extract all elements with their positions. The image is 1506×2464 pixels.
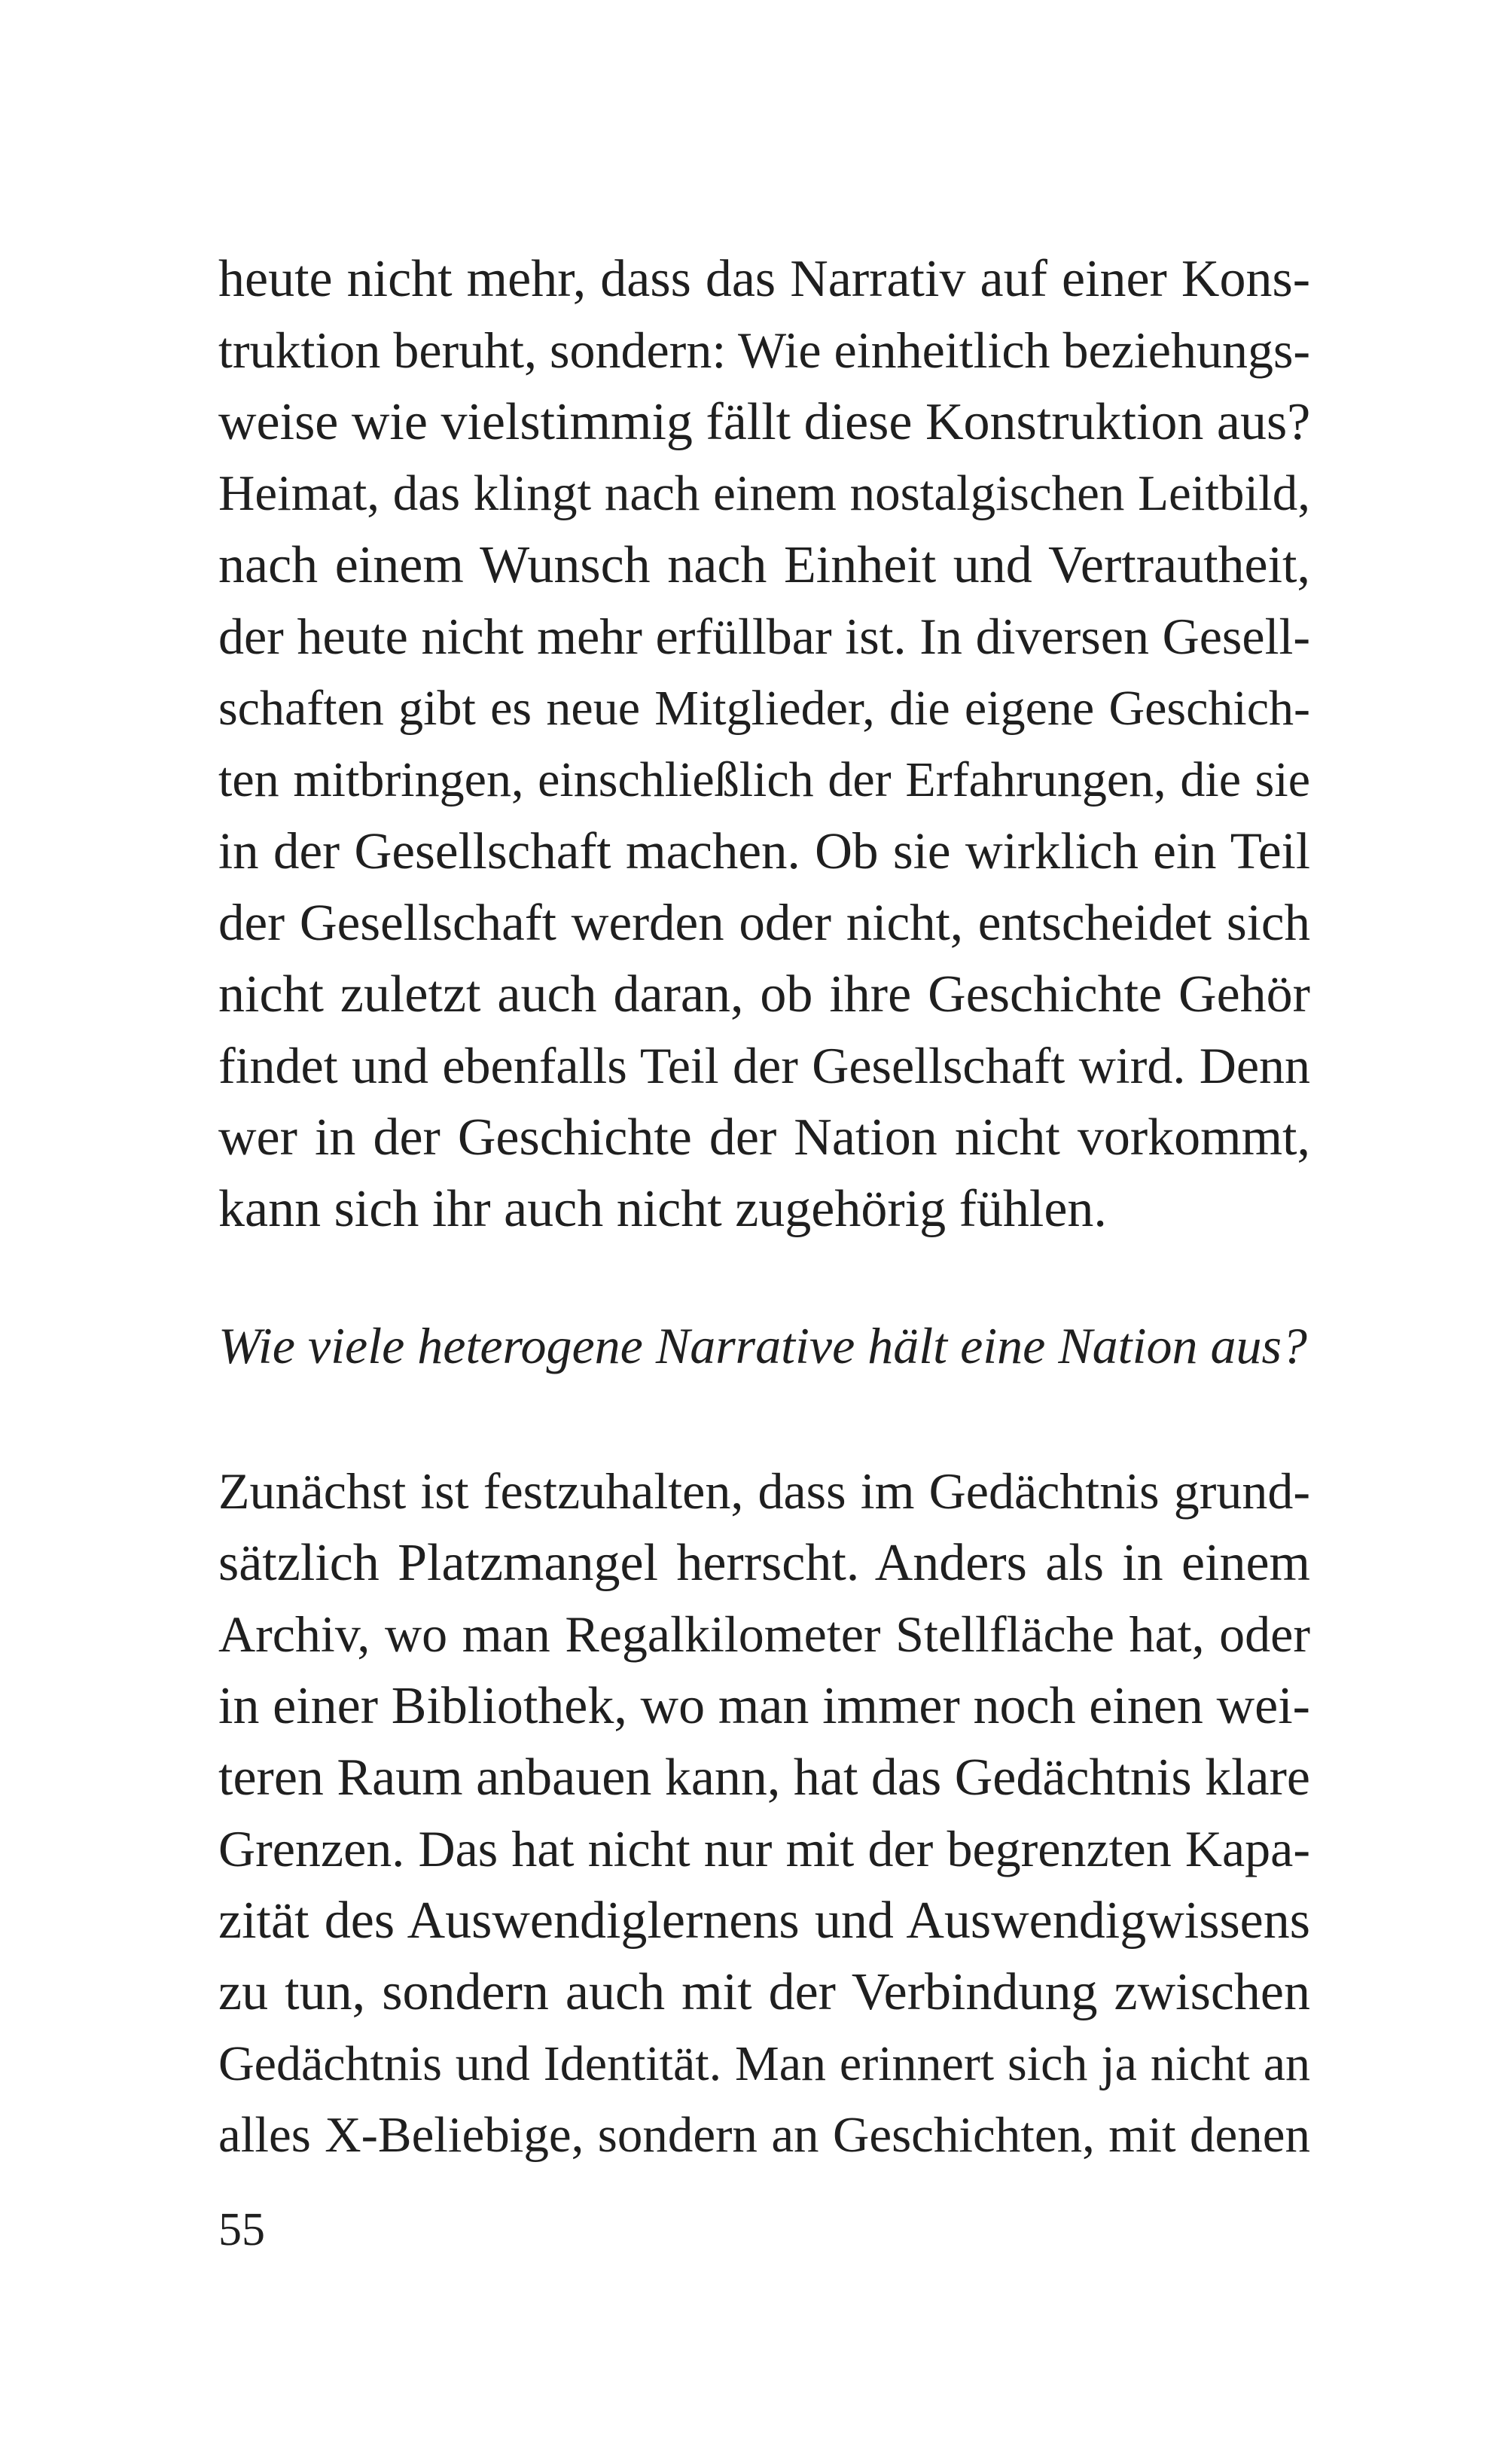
text-line: Archiv, wo man Regalkilometer Stellfläche hat, oder	[218, 1606, 1310, 1663]
text-line: nach einem Wunsch nach Einheit und Vertrautheit,	[218, 536, 1310, 594]
text-line: wer in der Geschichte der Nation nicht vorkommt,	[218, 1108, 1310, 1166]
page-number: 55	[218, 2204, 265, 2255]
text-line: der heute nicht mehr erfüllbar ist. In diversen Gesell-	[218, 608, 1310, 665]
text-line: Grenzen. Das hat nicht nur mit der begrenzten Kapa-	[218, 1820, 1310, 1877]
text-line: weise wie vielstimmig fällt diese Konstruktion aus?	[218, 393, 1311, 451]
text-line: teren Raum anbauen kann, hat das Gedächtnis klare	[218, 1749, 1311, 1807]
text-line: schaften gibt es neue Mitglieder, die eigene Geschich-	[218, 681, 1310, 736]
text-line: Heimat, das klingt nach einem nostalgischen Leitbild,	[218, 465, 1310, 521]
text-line: in einer Bibliothek, wo man immer noch einen wei-	[218, 1677, 1310, 1735]
paragraph-1	[218, 243, 1310, 1245]
text-line: nicht zuletzt auch daran, ob ihre Geschichte Gehör	[218, 965, 1310, 1023]
text-line: in der Gesellschaft machen. Ob sie wirklich ein Teil	[218, 822, 1310, 880]
section-heading	[218, 1310, 1310, 1382]
text-line: heute nicht mehr, dass das Narrativ auf einer Kons-	[218, 250, 1310, 308]
text-line: zität des Auswendiglernens und Auswendigwissens	[218, 1892, 1310, 1950]
text-line: findet und ebenfalls Teil der Gesellschaft wird. Denn	[218, 1037, 1310, 1094]
text-line: kann sich ihr auch nicht zugehörig fühlen.	[218, 1180, 1107, 1238]
text-line: truktion beruht, sondern: Wie einheitlich beziehungs-	[218, 322, 1311, 379]
text-line: zu tun, sondern auch mit der Verbindung zwischen	[218, 1963, 1310, 2021]
text-line: alles X-Beliebige, sondern an Geschichten, mit denen	[218, 2107, 1310, 2163]
paragraph-2	[218, 1456, 1310, 2171]
text-line: der Gesellschaft werden oder nicht, entscheidet sich	[218, 894, 1310, 951]
text-line: sätzlich Platzmangel herrscht. Anders als in einem	[218, 1534, 1310, 1592]
section-heading-text: Wie viele heterogene Narrative hält eine Nation aus?	[218, 1317, 1307, 1374]
text-line: Zunächst ist festzuhalten, dass im Gedächtnis grund-	[218, 1462, 1310, 1520]
text-line: ten mitbringen, einschließlich der Erfahrungen, die sie	[218, 752, 1310, 807]
text-line: Gedächtnis und Identität. Man erinnert sich ja nicht an	[218, 2036, 1310, 2091]
